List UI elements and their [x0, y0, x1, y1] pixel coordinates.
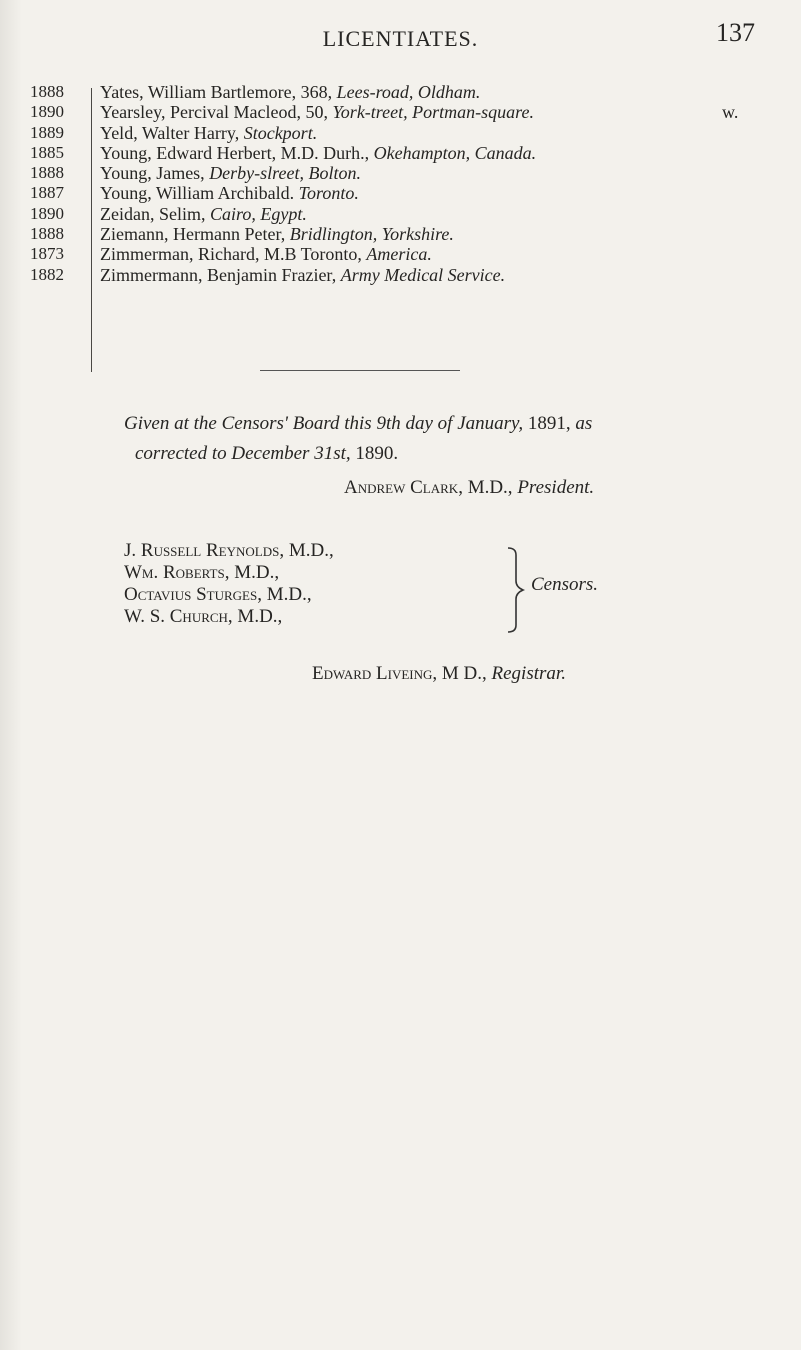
entry-text: Young, James, Derby-slreet, Bolton. [100, 163, 361, 184]
list-item [30, 244, 780, 264]
list-item [30, 163, 780, 183]
entry-year: 1890 [30, 203, 64, 223]
entry-text: Young, William Archibald. Toronto. [100, 183, 359, 204]
president-title: President. [517, 477, 595, 498]
licentiates-list [30, 82, 780, 285]
entry-text: Zeidan, Selim, Cairo, Egypt. [100, 203, 307, 224]
given-as: as [575, 413, 593, 434]
corrected-text: corrected to December 31st, [135, 443, 351, 464]
page-edge-shadow [0, 0, 22, 1350]
given-year: 1891, [523, 413, 576, 434]
censors-list [124, 540, 334, 628]
entry-suffix: w. [722, 102, 739, 123]
censors-brace [504, 545, 534, 635]
registrar-name: Edward Liveing, M D., [312, 663, 492, 684]
entry-text: Zimmermann, Benjamin Frazier, Army Medical Service. [100, 264, 506, 285]
entry-year: 1873 [30, 244, 64, 264]
president-name: Andrew Clark, M.D., [344, 477, 518, 498]
entry-year: 1888 [30, 224, 64, 244]
entry-year: 1882 [30, 264, 64, 284]
section-divider [260, 370, 460, 371]
entry-text: Ziemann, Hermann Peter, Bridlington, Yorkshire. [100, 224, 454, 245]
list-item [30, 143, 780, 163]
censor-name: J. Russell Reynolds, M.D., [124, 540, 334, 561]
entry-year: 1888 [30, 163, 64, 183]
entry-year: 1890 [30, 102, 64, 122]
given-statement [124, 409, 784, 469]
given-text: Given at the Censors' Board this 9th day of January, [124, 413, 524, 434]
list-item [30, 265, 780, 285]
list-item [30, 204, 780, 224]
list-item [30, 102, 780, 122]
entry-year: 1888 [30, 82, 64, 101]
list-item [30, 224, 780, 244]
entry-text: Yates, William Bartlemore, 368, Lees-road, Oldham. [100, 82, 481, 102]
entry-year: 1889 [30, 122, 64, 142]
censor-name: Octavius Sturges, M.D., [124, 584, 312, 605]
censors-label: Censors. [531, 574, 599, 595]
entry-text: Yearsley, Percival Macleod, 50, York-treet, Portman-square. [100, 102, 534, 123]
president-signature [344, 477, 594, 499]
running-header-title: LICENTIATES. [322, 26, 479, 51]
entry-year: 1887 [30, 183, 64, 203]
page-number: 137 [716, 18, 755, 47]
censor-name: W. S. Church, M.D., [124, 606, 283, 627]
registrar-title: Registrar. [491, 663, 566, 684]
list-item [30, 183, 780, 203]
censor-name: Wm. Roberts, M.D., [124, 562, 280, 583]
entry-year: 1885 [30, 142, 64, 162]
entry-text: Young, Edward Herbert, M.D. Durh., Okehampton, Canada. [100, 142, 537, 163]
corrected-year: 1890. [350, 443, 399, 464]
list-item [30, 82, 780, 102]
entry-text: Yeld, Walter Harry, Stockport. [100, 122, 318, 143]
registrar-signature [312, 663, 566, 685]
entry-text: Zimmerman, Richard, M.B Toronto, America. [100, 244, 432, 265]
list-item [30, 123, 780, 143]
